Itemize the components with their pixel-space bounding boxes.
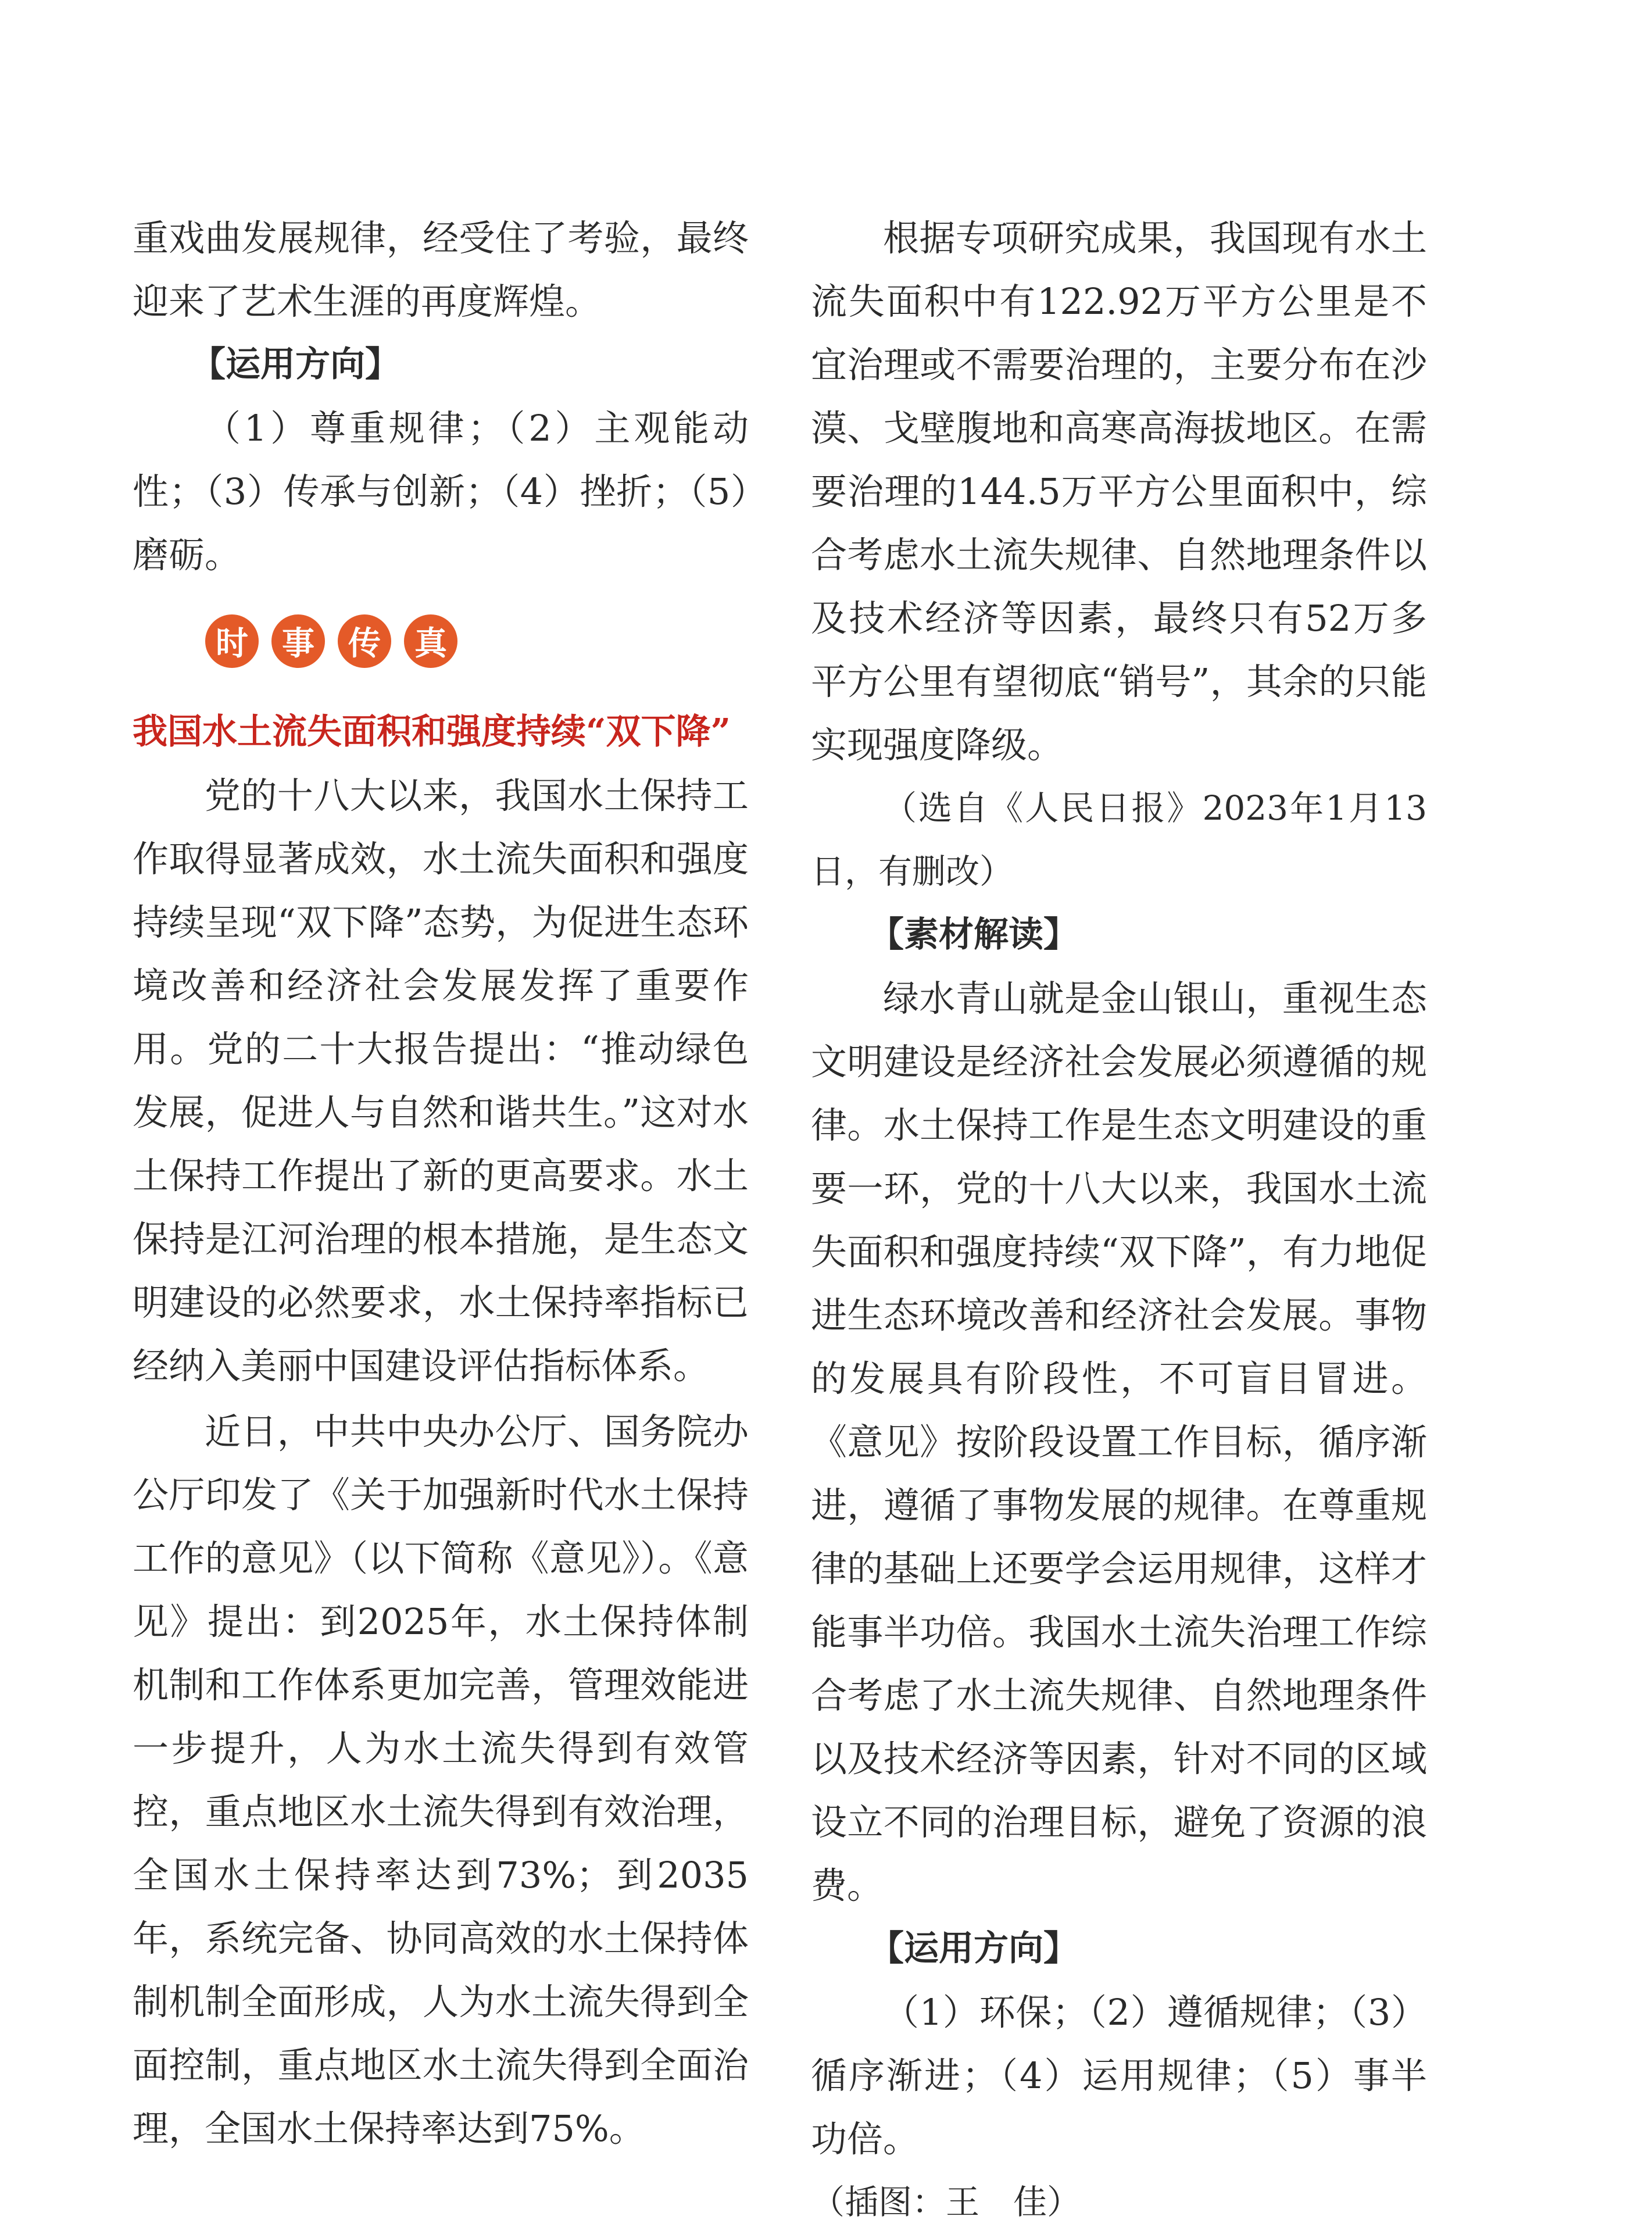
article-paragraph-1: 党的十八大以来，我国水土保持工作取得显著成效，水土流失面积和强度持续呈现“双下降”态势，为促进生态环境改善和经济社会发展发挥了重要作用。党的二十大报告提出：“推动绿色发展，促进人与自然和谐共生。”这对水土保持工作提出了新的更高要求。水土保持是江河治理的根本措施，是生态文明建设的必然要求，水土保持率指标已经纳入美丽中国建设评估指标体系。	[133, 774, 749, 1387]
article-title: 我国水土流失面积和强度持续“双下降”	[133, 712, 731, 752]
badge-char-4: 真	[404, 614, 457, 668]
badge-char-3: 传	[338, 614, 391, 668]
heading-usage-direction-2: 【运用方向】	[869, 1928, 1078, 1969]
right-column	[811, 206, 1427, 2234]
left-column	[133, 206, 749, 2160]
section-badge	[205, 614, 749, 668]
illustration-credit: （插图：王 佳）	[811, 2182, 1081, 2222]
badge-char-2: 事	[271, 614, 325, 668]
paragraph-intro-continued: 重戏曲发展规律，经受住了考验，最终迎来了艺术生涯的再度辉煌。	[133, 217, 749, 323]
interpretation-paragraph: 绿水青山就是金山银山，重视生态文明建设是经济社会发展必须遵循的规律。水土保持工作是生态文明建设的重要一环，党的十八大以来，我国水土流失面积和强度持续“双下降”，有力地促进生态环境改善和经济社会发展。事物的发展具有阶段性，不可盲目冒进。《意见》按阶段设置工作目标，循序渐进，遵循了事物发展的规律。在尊重规律的基础上还要学会运用规律，这样才能事半功倍。我国水土流失治理工作综合考虑了水土流失规律、自然地理条件以及技术经济等因素，针对不同的区域设立不同的治理目标，避免了资源的浪费。	[811, 977, 1427, 1907]
usage-list-1: （1）尊重规律；（2）主观能动性；（3）传承与创新；（4）挫折；（5）磨砺。	[133, 407, 749, 576]
source-citation: （选自《人民日报》2023年1月13日，有删改）	[811, 788, 1427, 891]
article-paragraph-3: 根据专项研究成果，我国现有水土流失面积中有122.92万平方公里是不宜治理或不需要治理的，主要分布在沙漠、戈壁腹地和高寒高海拔地区。在需要治理的144.5万平方公里面积中，综合考虑水土流失规律、自然地理条件以及技术经济等因素，最终只有52万多平方公里有望彻底“销号”，其余的只能实现强度降级。	[811, 217, 1427, 766]
heading-usage-direction: 【运用方向】	[191, 344, 400, 385]
usage-list-2: （1）环保；（2）遵循规律；（3）循序渐进；（4）运用规律；（5）事半功倍。	[811, 1991, 1427, 2160]
heading-material-interpretation: 【素材解读】	[869, 914, 1078, 955]
badge-char-1: 时	[205, 614, 259, 668]
article-paragraph-2: 近日，中共中央办公厅、国务院办公厅印发了《关于加强新时代水土保持工作的意见》（以下简称《意见》）。《意见》提出：到2025年，水土保持体制机制和工作体系更加完善，管理效能进一步提升，人为水土流失得到有效管控，重点地区水土流失得到有效治理，全国水土保持率达到73%；到2035年，系统完备、协同高效的水土保持体制机制全面形成，人为水土流失得到全面控制，重点地区水土流失得到全面治理，全国水土保持率达到75%。	[133, 1410, 749, 2150]
